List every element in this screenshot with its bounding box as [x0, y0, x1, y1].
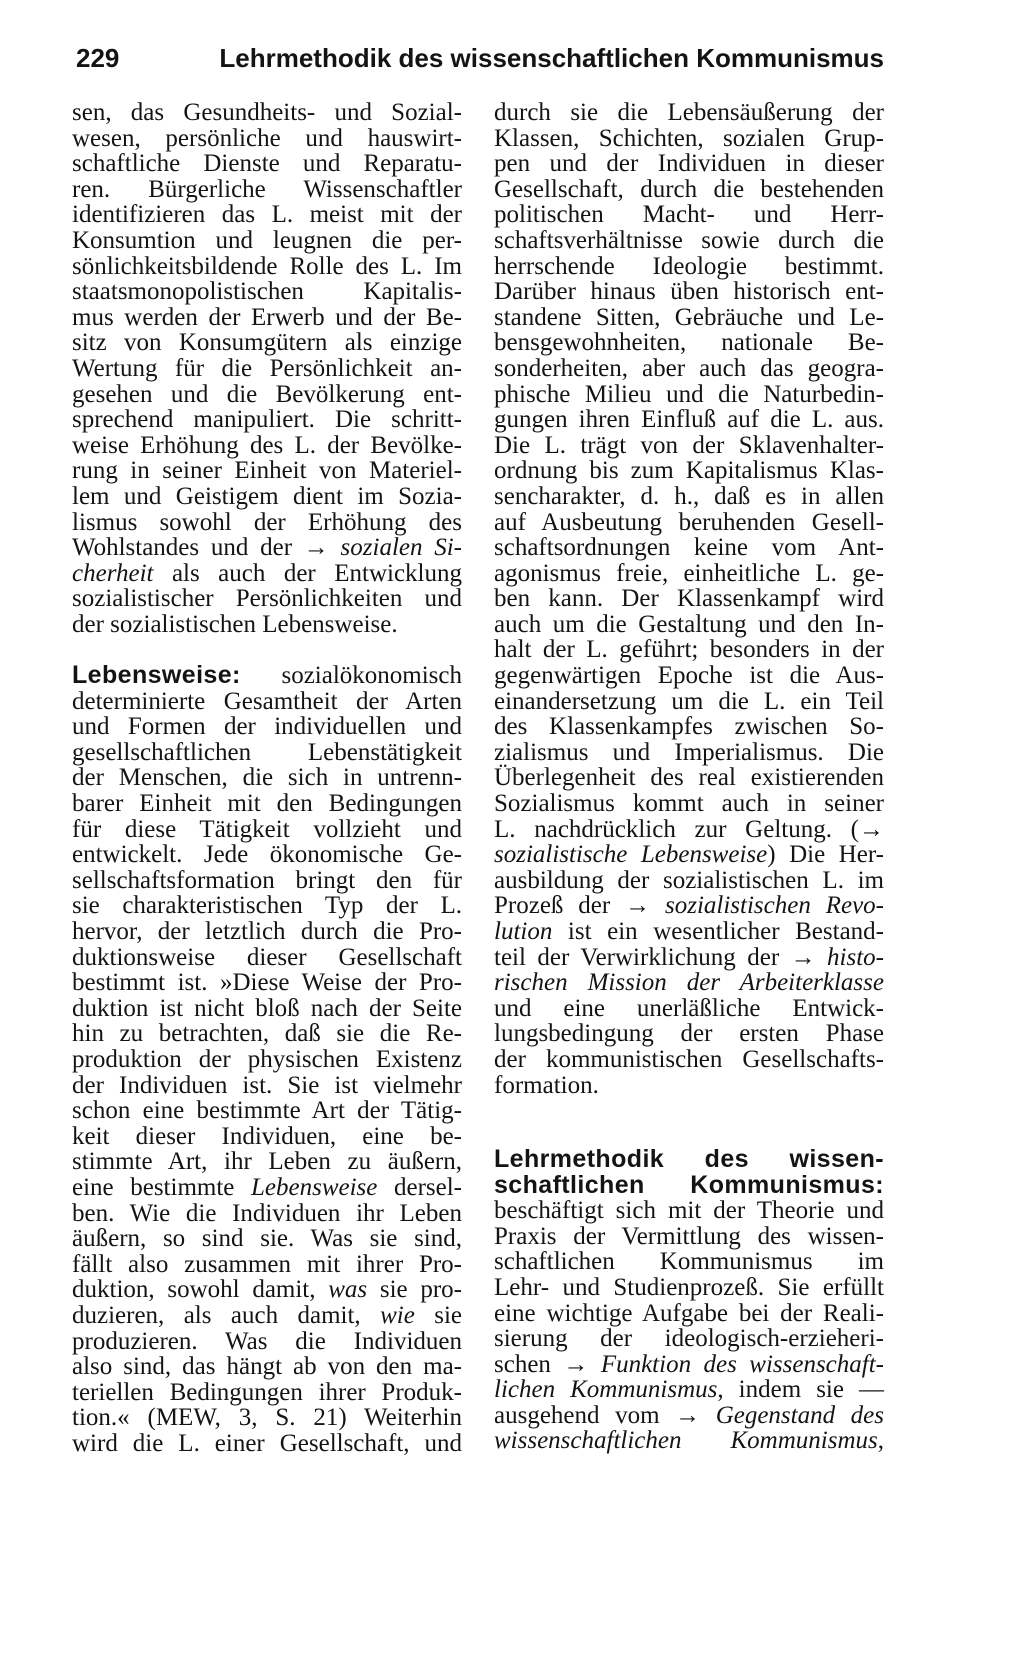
entry-lebensweise — [72, 663, 462, 1456]
text-line: und Formen der individuellen und — [72, 713, 462, 741]
text-line: sönlichkeitsbildende Rolle des L. Im — [72, 252, 462, 280]
text-line: gesellschaftlichen Lebenstätigkeit — [72, 738, 462, 766]
text-line: ausbildung der sozialistischen L. im — [494, 866, 884, 894]
text-run: als auch der Entwicklung — [153, 559, 462, 587]
text-line: sen, das Gesundheits- und Sozial- — [72, 99, 462, 126]
text-line: pen und der Individuen in dieser — [494, 150, 884, 178]
text-line: teriellen Bedingungen ihrer Produk- — [72, 1378, 462, 1406]
cross-reference: sozialen Si- — [340, 534, 463, 562]
text-line: ordnung bis zum Kapitalismus Klas- — [494, 457, 884, 485]
text-line: gesehen und die Bevölkerung ent- — [72, 380, 462, 408]
text-line: sierung der ideologisch-erzieheri- — [494, 1325, 884, 1353]
text-line: lungsbedingung der ersten Phase — [494, 1020, 884, 1048]
text-line: zialismus und Imperialismus. Die — [494, 738, 884, 766]
text-line: keit dieser Individuen, eine be- — [72, 1122, 462, 1150]
cross-reference: lution — [494, 918, 553, 945]
text-line — [72, 1277, 462, 1303]
text-line: der sozialistischen Lebensweise. — [72, 610, 398, 638]
text-line: entwickelt. Jede ökonomische Ge- — [72, 841, 462, 869]
cross-reference: lichen Kommunismus — [494, 1376, 718, 1404]
text-line: sprechend manipuliert. Die schritt- — [72, 406, 462, 434]
text-line: auch um die Gestaltung und den In- — [494, 610, 884, 638]
text-line: identifizieren das L. meist mit der — [72, 201, 462, 229]
paragraph-gap — [72, 637, 462, 663]
text-run: ausgehend vom → — [494, 1401, 716, 1429]
text-run: duzieren, als auch damit, — [72, 1301, 381, 1329]
text-line: Wertung für die Persönlichkeit an- — [72, 354, 462, 382]
left-column — [72, 100, 462, 1456]
text-run: dersel- — [377, 1173, 462, 1201]
right-column — [494, 100, 884, 1454]
cross-reference: sozialistische Lebensweise — [494, 841, 768, 869]
text-line: lem und Geistigem dient im Sozia- — [72, 482, 462, 510]
text-line: für diese Tätigkeit vollzieht und — [72, 815, 462, 843]
text-line: äußern, so sind sie. Was sie sind, — [72, 1225, 462, 1253]
text-run: , — [877, 1427, 884, 1455]
text-line: Darüber hinaus üben historisch ent- — [494, 278, 884, 306]
headword-line: schaftlichen Kommunismus: — [494, 1170, 884, 1199]
text-line: schaftliche Dienste und Reparatu- — [72, 150, 462, 178]
emphasis: wie — [380, 1301, 415, 1329]
emphasis: was — [328, 1276, 368, 1304]
text-line: rung in seiner Einheit von Materiel- — [72, 457, 462, 485]
text-run: Wohlstandes und der → — [72, 534, 341, 562]
text-line: Praxis der Vermittlung des wissen- — [494, 1222, 884, 1250]
text-line: wesen, persönliche und hauswirt- — [72, 124, 462, 152]
text-line: determinierte Gesamtheit der Arten — [72, 687, 462, 715]
text-line — [72, 663, 462, 689]
text-line: der kommunistischen Gesellschafts- — [494, 1045, 884, 1073]
headword-line: Lehrmethodik des wissen- — [494, 1144, 884, 1173]
text-line: gungen ihren Einfluß auf die L. aus. — [494, 406, 884, 434]
text-line: Lehr- und Studienprozeß. Sie erfüllt — [494, 1273, 884, 1301]
text-line: ben. Wie die Individuen ihr Leben — [72, 1199, 462, 1227]
text-line: hervor, der letztlich durch die Pro- — [72, 918, 462, 945]
cross-reference: cherheit — [72, 559, 154, 587]
text-run: duktion, sowohl damit, — [72, 1276, 329, 1304]
text-line: schaftlichen Kommunismus im — [494, 1248, 884, 1276]
text-line: mus werden der Erwerb und der Be- — [72, 303, 462, 331]
text-line: eine wichtige Aufgabe bei der Reali- — [494, 1299, 884, 1327]
text-line: tion.« (MEW, 3, S. 21) Weiterhin — [72, 1404, 462, 1432]
cross-reference: wissenschaftlichen Kommunismus — [494, 1427, 878, 1455]
page-number: 229 — [76, 43, 120, 73]
cross-reference: Funktion des wissenschaft- — [600, 1350, 884, 1378]
text-line — [494, 1352, 884, 1378]
text-run: sie — [414, 1301, 462, 1329]
text-line: duktionsweise dieser Gesellschaft — [72, 943, 462, 971]
emphasis: Lebensweise — [251, 1173, 378, 1201]
text-line: und eine unerläßliche Entwick- — [494, 994, 884, 1022]
text-line: bestimmt ist. »Diese Weise der Pro- — [72, 969, 462, 997]
cross-reference: sozialistischen Revo- — [664, 892, 884, 920]
text-line: staatsmonopolistischen Kapitalis- — [72, 278, 462, 306]
text-line: duktion ist nicht bloß nach der Seite — [72, 994, 462, 1022]
text-line — [494, 945, 884, 971]
text-line: schaftsverhältnisse sowie durch die — [494, 226, 884, 254]
text-run: teil der Verwirklichung der → — [494, 943, 828, 971]
cross-reference: histo- — [827, 943, 884, 971]
text-line: Sozialismus kommt auch in seiner — [494, 790, 884, 818]
text-run: Prozeß der → — [494, 892, 665, 920]
text-line — [72, 561, 462, 587]
text-line: Konsumtion und leugnen die per- — [72, 226, 462, 254]
text-line: formation. — [494, 1071, 599, 1099]
previous-entry-ending — [72, 100, 462, 637]
text-line: schaftsordnungen keine vom Ant- — [494, 534, 884, 562]
text-line: sie charakteristischen Typ der L. — [72, 892, 462, 920]
text-line: stimmte Art, ihr Leben zu äußern, — [72, 1148, 462, 1176]
text-line — [494, 1377, 884, 1403]
text-line: der Menschen, die sich in untrenn- — [72, 764, 462, 792]
text-line — [494, 919, 884, 945]
text-line: beschäftigt sich mit der Theorie und — [494, 1197, 884, 1225]
text-line: ben kann. Der Klassenkampf wird — [494, 585, 884, 613]
text-line: weise Erhöhung des L. der Bevölke- — [72, 431, 462, 459]
text-line: einandersetzung um die L. ein Teil — [494, 687, 884, 715]
text-line: halt der L. geführt; besonders in der — [494, 636, 884, 664]
text-line: sonderheiten, aber auch das geogra- — [494, 354, 884, 382]
text-line — [72, 535, 462, 561]
text-line: Klassen, Schichten, sozialen Grup- — [494, 124, 884, 152]
text-line: phische Milieu und die Naturbedin- — [494, 380, 884, 408]
text-line — [72, 1175, 462, 1201]
text-line: fällt also zusammen mit ihrer Pro- — [72, 1250, 462, 1278]
text-line: bensgewohnheiten, nationale Be- — [494, 329, 884, 357]
text-line: also sind, das hängt ab von den ma- — [72, 1353, 462, 1381]
page-header — [76, 41, 884, 75]
text-line: der Individuen ist. Sie ist vielmehr — [72, 1071, 462, 1099]
text-line — [494, 1403, 884, 1429]
headword: Lebensweise: — [72, 661, 241, 690]
text-line: gegenwärtigen Epoche ist die Aus- — [494, 662, 884, 690]
text-line: wird die L. einer Gesellschaft, und — [72, 1429, 462, 1457]
text-line — [494, 893, 884, 919]
cross-reference-line: rischen Mission der Arbeiterklasse — [494, 969, 884, 997]
text-run: sozialökonomisch — [281, 662, 462, 690]
text-run: sie pro- — [367, 1276, 463, 1304]
text-line: produzieren. Was die Individuen — [72, 1327, 462, 1355]
text-run: schen → — [494, 1350, 601, 1378]
text-line: Die L. trägt von der Sklavenhalter- — [494, 431, 884, 459]
cross-reference: Gegenstand des — [715, 1401, 885, 1429]
text-line: Gesellschaft, durch die bestehenden — [494, 175, 884, 203]
text-line: barer Einheit mit den Bedingungen — [72, 790, 462, 818]
text-line: politischen Macht- und Herr- — [494, 201, 884, 229]
text-line: produktion der physischen Existenz — [72, 1045, 462, 1073]
text-line: L. nachdrücklich zur Geltung. (→ — [494, 815, 884, 843]
text-line: sencharakter, d. h., daß es in allen — [494, 482, 884, 510]
text-line: sellschaftsformation bringt den für — [72, 866, 462, 894]
text-line: sozialistischer Persönlichkeiten und — [72, 585, 462, 613]
text-line — [494, 842, 884, 868]
running-head: Lehrmethodik des wissenschaftlichen Kommunismus — [219, 43, 884, 73]
text-line: durch sie die Lebensäußerung der — [494, 99, 884, 126]
entry-gap — [494, 1098, 884, 1147]
text-run: ) Die Her- — [767, 841, 884, 869]
entry-lebensweise-continued — [494, 100, 884, 1098]
text-line — [72, 1303, 462, 1329]
text-line: schon eine bestimmte Art der Tätig- — [72, 1097, 462, 1125]
text-line — [494, 1428, 884, 1454]
entry-lehrmethodik — [494, 1144, 885, 1455]
text-line: agonismus freie, einheitliche L. ge- — [494, 559, 884, 587]
text-line: auf Ausbeutung beruhenden Gesell- — [494, 508, 884, 536]
text-run: , indem sie — — [717, 1376, 885, 1404]
text-line: standene Sitten, Gebräuche und Le- — [494, 303, 884, 331]
text-line: hin zu betrachten, daß sie die Re- — [72, 1020, 462, 1048]
text-line: Überlegenheit des real existierenden — [494, 764, 884, 792]
text-run: eine bestimmte — [72, 1173, 251, 1201]
text-line: des Klassenkampfes zwischen So- — [494, 713, 884, 741]
text-line: herrschende Ideologie bestimmt. — [494, 252, 884, 280]
text-line: ren. Bürgerliche Wissenschaftler — [72, 175, 462, 203]
text-run: ist ein wesentlicher Bestand- — [552, 918, 884, 945]
text-line: lismus sowohl der Erhöhung des — [72, 508, 462, 536]
text-line: sitz von Konsumgütern als einzige — [72, 329, 462, 357]
